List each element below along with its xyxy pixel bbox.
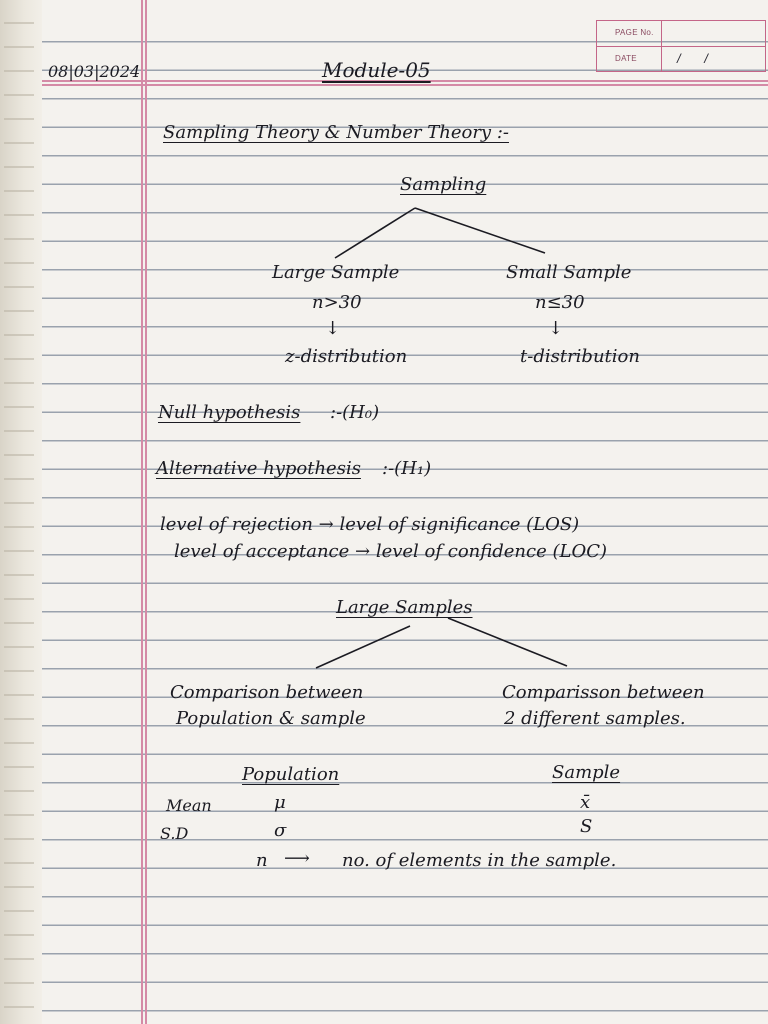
population-sd-symbol: σ: [274, 820, 287, 841]
module-title: Module-05: [322, 58, 431, 82]
alternative-hypothesis-symbol: :-(H₁): [382, 458, 432, 479]
mean-label: Mean: [166, 796, 212, 815]
tree2-right-line2: 2 different samples.: [504, 708, 686, 729]
page-no-label: PAGE No.: [615, 28, 654, 37]
sd-label: S.D: [160, 824, 189, 843]
sample-sd-symbol: S: [580, 816, 593, 837]
population-heading: Population: [242, 764, 340, 785]
handwritten-date: 08|03|2024: [48, 62, 141, 81]
null-hypothesis-label: Null hypothesis: [158, 402, 301, 423]
down-arrow-icon: ↓: [325, 318, 341, 339]
date-label: DATE: [615, 54, 637, 63]
alternative-hypothesis-label: Alternative hypothesis: [156, 458, 361, 479]
small-sample-condition: n≤30: [535, 292, 585, 313]
sample-mean-symbol: x̄: [580, 792, 591, 813]
section-heading: Sampling Theory & Number Theory :-: [163, 122, 509, 143]
n-definition: no. of elements in the sample.: [342, 850, 617, 871]
sample-heading: Sample: [552, 762, 621, 783]
tree1-left-label: Large Sample: [272, 262, 400, 283]
right-arrow-icon: ⟶: [284, 848, 310, 869]
population-mean-symbol: μ: [274, 792, 286, 813]
z-distribution-label: z-distribution: [285, 346, 408, 367]
tree1-root: Sampling: [400, 174, 487, 195]
tree2-right-line1: Comparisson between: [502, 682, 705, 703]
n-symbol: n: [256, 850, 268, 871]
loc-line: level of acceptance → level of confidence (LOC): [174, 541, 608, 562]
large-sample-condition: n>30: [312, 292, 362, 313]
t-distribution-label: t-distribution: [520, 346, 640, 367]
tree2-left-line2: Population & sample: [176, 708, 366, 729]
tree1-right-label: Small Sample: [506, 262, 632, 283]
los-line: level of rejection → level of significance (LOS): [160, 514, 580, 535]
down-arrow-icon: ↓: [548, 318, 564, 339]
null-hypothesis-symbol: :-(H₀): [330, 402, 380, 423]
tree2-root: Large Samples: [336, 597, 473, 618]
tree2-left-line1: Comparison between: [170, 682, 364, 703]
date-value: / /: [677, 51, 718, 66]
